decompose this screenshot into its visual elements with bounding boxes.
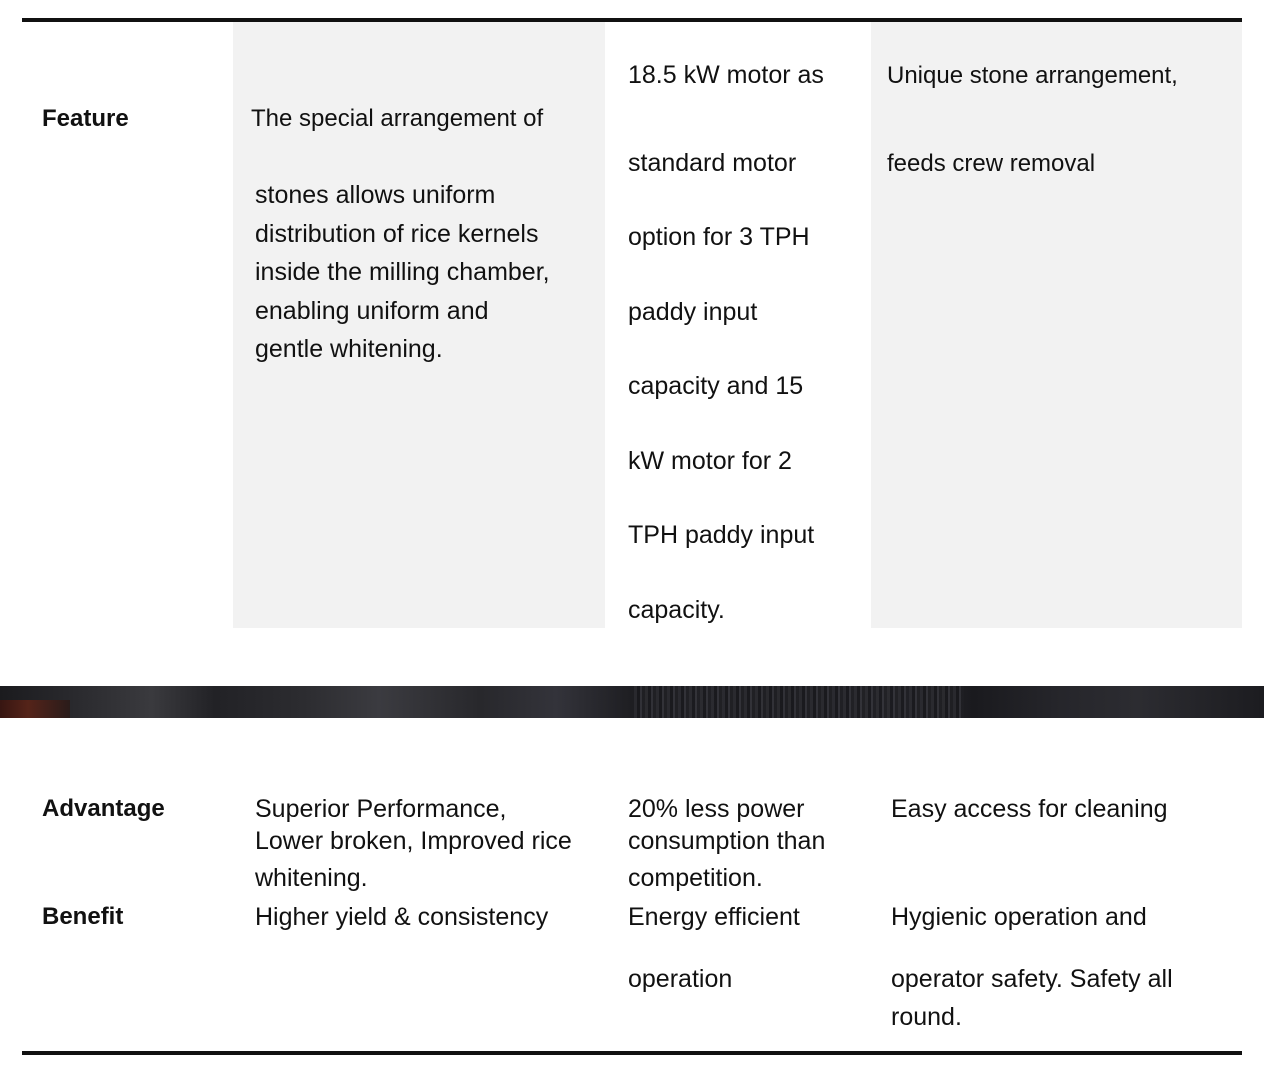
- photo-strip-texture: [634, 686, 964, 718]
- feature-col2-text: [255, 176, 550, 369]
- advantage-col4-text: [891, 794, 1168, 824]
- text-line: inside the milling chamber,: [255, 258, 550, 287]
- text-line: option for 3 TPH: [628, 223, 810, 251]
- advantage-col3-text: [628, 794, 825, 897]
- text-line: capacity.: [628, 596, 725, 624]
- text-line: paddy input: [628, 298, 758, 326]
- feature-col4-text: [887, 61, 1178, 179]
- text-line: enabling uniform and: [255, 296, 489, 325]
- row-label-feature: Feature: [42, 105, 129, 132]
- text-line: Superior Performance,: [255, 795, 507, 823]
- text-line: 18.5 kW motor as: [628, 61, 824, 89]
- text-line: Easy access for cleaning: [891, 795, 1168, 823]
- text-line: Hygienic operation and: [891, 903, 1147, 931]
- text-line: Energy efficient: [628, 903, 800, 931]
- text-line: Lower broken, Improved rice: [255, 827, 572, 855]
- text-line: round.: [891, 1003, 962, 1031]
- text-line: 20% less power: [628, 795, 805, 823]
- photo-strip: [0, 686, 1264, 718]
- benefit-col2-text: [255, 902, 548, 932]
- text-line: consumption than: [628, 827, 826, 855]
- text-line: capacity and 15: [628, 372, 804, 400]
- text-line: operator safety. Safety all: [891, 965, 1173, 993]
- text-line: TPH paddy input: [628, 521, 815, 549]
- benefit-col3-text: [628, 902, 800, 994]
- advantage-col2-text: [255, 794, 572, 897]
- text-line: kW motor for 2: [628, 447, 792, 475]
- photo-strip-warm-patch: [0, 700, 70, 718]
- row-label-advantage: Advantage: [42, 795, 165, 822]
- benefit-col4-text: [891, 902, 1173, 1032]
- text-line: standard motor: [628, 149, 797, 177]
- row-label-benefit: Benefit: [42, 903, 124, 930]
- text-line: distribution of rice kernels: [255, 219, 539, 248]
- feature-col3-text: [628, 60, 824, 625]
- text-line: feeds crew removal: [887, 150, 1096, 177]
- table-bottom-rule: [22, 1051, 1242, 1055]
- text-line: competition.: [628, 864, 763, 892]
- text-line: gentle whitening.: [255, 335, 443, 364]
- text-line: whitening.: [255, 864, 368, 892]
- text-line: Higher yield & consistency: [255, 903, 549, 931]
- text-line: Unique stone arrangement,: [887, 62, 1178, 89]
- text-line: stones allows uniform: [255, 181, 496, 209]
- feature-col2-lead: The special arrangement of: [251, 105, 544, 132]
- text-line: operation: [628, 965, 733, 993]
